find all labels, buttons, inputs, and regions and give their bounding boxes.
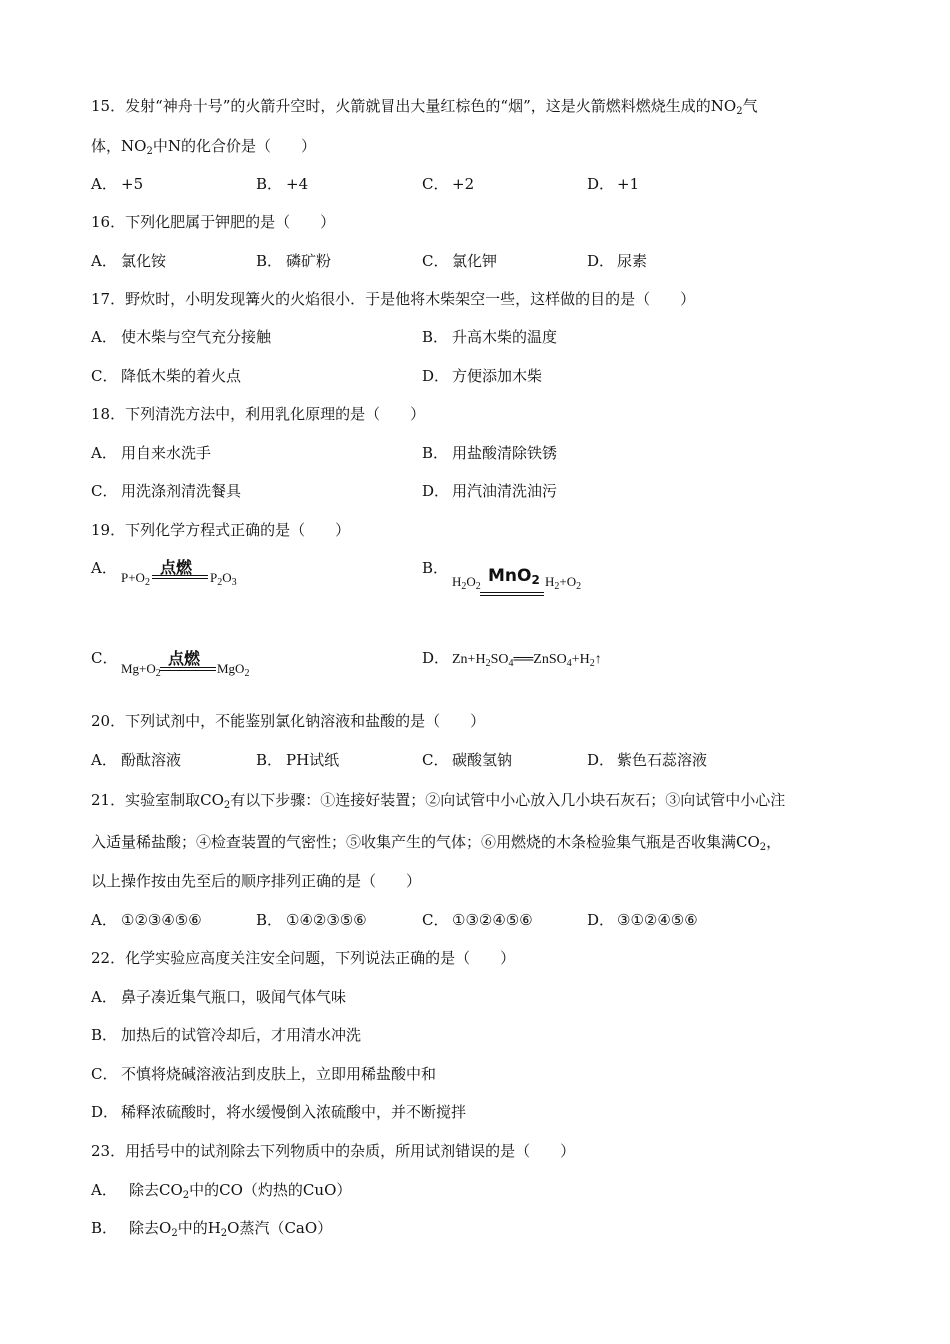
- formula-text: Mg+O: [121, 661, 156, 676]
- subscript: 2: [182, 1190, 190, 1201]
- formula-text: P+O: [121, 570, 145, 585]
- option-text: 稀释浓硫酸时，将水缓慢倒入浓硫酸中，并不断搅拌: [121, 1103, 467, 1121]
- formula-text: O: [466, 574, 476, 589]
- q17-option-c: [91, 366, 241, 386]
- question-23-stem: 23．用括号中的试剂除去下列物质中的杂质，所用试剂错误的是（ ）: [91, 1142, 576, 1160]
- option-text: 方便添加木柴: [452, 367, 543, 385]
- option-label: C．: [91, 482, 118, 500]
- q19-c-products: [217, 661, 249, 679]
- q21-option-d: [587, 910, 698, 930]
- q19-option-b-label: B．: [422, 559, 449, 577]
- question-21-text: 入适量稀盐酸；④检查装置的气密性；⑤收集产生的气体；⑥用燃烧的木条检验集气瓶是否收集满CO: [91, 833, 760, 851]
- subscript: 2: [531, 573, 540, 587]
- subscript: 2: [576, 581, 582, 592]
- q19-a-reactants: [121, 570, 150, 588]
- q15-option-a: [91, 174, 143, 194]
- option-text: 用盐酸清除铁锈: [452, 444, 558, 462]
- option-text: +1: [617, 175, 640, 193]
- option-label: C．: [91, 367, 118, 385]
- option-text: +4: [286, 175, 309, 193]
- formula-text: ══ZnSO: [513, 652, 567, 667]
- option-label: C．: [422, 911, 449, 929]
- question-17-stem: 17．野炊时，小明发现篝火的火焰很小．于是他将木柴架空一些，这样做的目的是（ ）: [91, 290, 696, 308]
- q16-option-b: [256, 251, 331, 271]
- option-label: A．: [91, 175, 117, 193]
- subscript: 2: [244, 668, 250, 679]
- option-text: 尿素: [617, 252, 648, 270]
- option-label: B．: [256, 175, 283, 193]
- subscript: 2: [461, 581, 467, 592]
- question-22-stem: 22．化学实验应高度关注安全问题，下列说法正确的是（ ）: [91, 949, 516, 967]
- q17-option-d: [422, 366, 542, 386]
- question-15-text: 体，NO: [91, 137, 147, 155]
- question-21-text: 21．实验室制取CO: [91, 791, 224, 809]
- subscript: 4: [508, 658, 514, 669]
- q18-option-d: [422, 481, 557, 501]
- up-arrow-icon: ↑: [594, 652, 602, 667]
- option-label: A．: [91, 911, 117, 929]
- equation-bar: [152, 578, 208, 579]
- option-text: ①③②④⑤⑥: [452, 911, 533, 929]
- q23-option-b: [91, 1218, 332, 1244]
- q19-a-products: [210, 570, 237, 588]
- subscript: 2: [220, 1228, 228, 1239]
- formula-text: H: [452, 574, 462, 589]
- subscript: 3: [231, 577, 237, 588]
- option-label: B．: [422, 328, 449, 346]
- equation-bar: [480, 592, 544, 593]
- option-label: A．: [91, 328, 117, 346]
- subscript: 2: [589, 658, 595, 669]
- subscript: 2: [759, 842, 767, 853]
- option-text: 中的CO（灼热的CuO）: [189, 1181, 352, 1199]
- q18-option-c: [91, 481, 241, 501]
- subscript: 2: [475, 581, 481, 592]
- option-label: B．: [422, 444, 449, 462]
- q19-b-reactants: [452, 574, 481, 592]
- option-label: A．: [91, 988, 117, 1006]
- q19-d-equation: [452, 652, 602, 667]
- option-label: C．: [91, 1065, 118, 1083]
- q21-option-b: [256, 910, 367, 930]
- option-text: 不慎将烧碱溶液沾到皮肤上，立即用稀盐酸中和: [121, 1065, 437, 1083]
- q19-option-a-label: A．: [91, 559, 117, 577]
- option-text: ①②③④⑤⑥: [121, 911, 202, 929]
- q19-c-reactants: [121, 661, 161, 679]
- q17-option-a: [91, 327, 271, 347]
- subscript: 2: [144, 577, 150, 588]
- q22-option-d: [91, 1102, 466, 1122]
- formula-text: P: [210, 570, 218, 585]
- question-15-text: 气: [742, 97, 758, 115]
- q20-option-c: [422, 750, 512, 770]
- option-text: 加热后的试管冷却后，才用清水冲洗: [121, 1026, 362, 1044]
- question-21-line-1: [91, 790, 785, 816]
- option-text: 除去CO: [129, 1181, 183, 1199]
- option-text: 用洗涤剂清洗餐具: [121, 482, 242, 500]
- q19-a-condition: 点燃: [160, 558, 193, 577]
- question-15-line-1: [91, 96, 758, 122]
- q19-b-condition: [488, 566, 540, 587]
- formula-text: +O: [559, 574, 577, 589]
- option-label: B．: [256, 252, 283, 270]
- formula-text: SO: [490, 652, 509, 667]
- option-text: +2: [452, 175, 475, 193]
- option-text: 用自来水洗手: [121, 444, 212, 462]
- option-label: B．: [256, 751, 283, 769]
- option-text: 用汽油清洗油污: [452, 482, 558, 500]
- subscript: 2: [171, 1228, 178, 1239]
- equation-bar: [160, 667, 216, 668]
- subscript: 2: [485, 658, 491, 669]
- formula-text: Zn+H: [452, 652, 486, 667]
- option-text: 酚酞溶液: [121, 751, 182, 769]
- q22-option-c: [91, 1064, 436, 1084]
- question-20-stem: 20．下列试剂中，不能鉴别氯化钠溶液和盐酸的是（ ）: [91, 712, 486, 730]
- option-text: 升高木柴的温度: [452, 328, 558, 346]
- subscript: 2: [554, 581, 560, 592]
- question-15-line-2: [91, 136, 316, 162]
- formula-text: O: [222, 570, 232, 585]
- option-label: B．: [91, 1219, 118, 1237]
- formula-text: +H: [571, 652, 590, 667]
- q22-option-a: [91, 987, 346, 1007]
- option-label: D．: [587, 911, 615, 929]
- option-text: 除去O: [129, 1219, 172, 1237]
- subscript: 2: [736, 106, 743, 117]
- option-text: 氯化钾: [452, 252, 498, 270]
- option-label: C．: [422, 751, 449, 769]
- subscript: 4: [566, 658, 572, 669]
- option-text: 紫色石蕊溶液: [617, 751, 708, 769]
- option-label: D．: [422, 649, 450, 667]
- option-label: A．: [91, 1181, 117, 1199]
- option-text: O蒸汽（CaO）: [227, 1219, 333, 1237]
- q20-option-d: [587, 750, 707, 770]
- option-text: ③①②④⑤⑥: [617, 911, 698, 929]
- q20-option-b: [256, 750, 339, 770]
- q23-option-a: [91, 1180, 351, 1206]
- option-label: C．: [422, 175, 449, 193]
- option-label: D．: [587, 252, 615, 270]
- option-text: +5: [121, 175, 144, 193]
- q16-option-d: [587, 251, 647, 271]
- question-15-text: 15．发射“神舟十号”的火箭升空时，火箭就冒出大量红棕色的“烟”，这是火箭燃料燃烧生成的NO: [91, 97, 737, 115]
- option-text: 鼻子凑近集气瓶口，吸闻气体气味: [121, 988, 347, 1006]
- option-label: D．: [422, 367, 450, 385]
- option-label: D．: [587, 751, 615, 769]
- option-text: 使木柴与空气充分接触: [121, 328, 272, 346]
- option-label: A．: [91, 751, 117, 769]
- subscript: 2: [223, 800, 231, 811]
- q18-option-b: [422, 443, 557, 463]
- equation-bar: [480, 595, 544, 596]
- question-19-stem: 19．下列化学方程式正确的是（ ）: [91, 521, 351, 539]
- option-text: 降低木柴的着火点: [121, 367, 242, 385]
- q18-option-a: [91, 443, 211, 463]
- q15-option-b: [256, 174, 308, 194]
- question-21-text: 有以下步骤：①连接好装置；②向试管中小心放入几小块石灰石；③向试管中小心注: [230, 791, 786, 809]
- option-text: 中的H: [177, 1219, 221, 1237]
- subscript: 2: [146, 146, 153, 157]
- formula-text: MnO: [488, 566, 532, 586]
- q15-option-d: [587, 174, 639, 194]
- option-label: D．: [587, 175, 615, 193]
- q19-b-products: [545, 574, 581, 592]
- option-label: B．: [91, 1026, 118, 1044]
- option-text: 磷矿粉: [286, 252, 332, 270]
- q21-option-c: [422, 910, 533, 930]
- q15-option-c: [422, 174, 474, 194]
- q16-option-a: [91, 251, 166, 271]
- option-text: PH试纸: [286, 751, 340, 769]
- formula-text: H: [545, 574, 555, 589]
- question-21-line-2: [91, 832, 781, 858]
- q19-option-d: [422, 648, 602, 674]
- option-text: 碳酸氢钠: [452, 751, 513, 769]
- question-15-text: 中N的化合价是（ ）: [152, 137, 316, 155]
- option-label: D．: [91, 1103, 119, 1121]
- subscript: 2: [217, 577, 223, 588]
- question-21-line-3: 以上操作按由先至后的顺序排列正确的是（ ）: [91, 872, 422, 890]
- q21-option-a: [91, 910, 202, 930]
- question-18-stem: 18．下列清洗方法中，利用乳化原理的是（ ）: [91, 405, 426, 423]
- q19-option-c-label: C．: [91, 649, 118, 667]
- q19-c-condition: 点燃: [168, 649, 201, 668]
- option-label: D．: [422, 482, 450, 500]
- question-16-stem: 16．下列化肥属于钾肥的是（ ）: [91, 213, 336, 231]
- q17-option-b: [422, 327, 557, 347]
- option-label: A．: [91, 444, 117, 462]
- formula-text: MgO: [217, 661, 245, 676]
- q20-option-a: [91, 750, 181, 770]
- option-text: ①④②③⑤⑥: [286, 911, 367, 929]
- q22-option-b: [91, 1025, 361, 1045]
- subscript: 2: [155, 668, 161, 679]
- option-label: B．: [256, 911, 283, 929]
- equation-bar: [152, 575, 208, 576]
- equation-bar: [160, 670, 216, 671]
- q16-option-c: [422, 251, 497, 271]
- question-21-text: ，: [766, 833, 782, 851]
- option-label: C．: [422, 252, 449, 270]
- option-text: 氯化铵: [121, 252, 167, 270]
- option-label: A．: [91, 252, 117, 270]
